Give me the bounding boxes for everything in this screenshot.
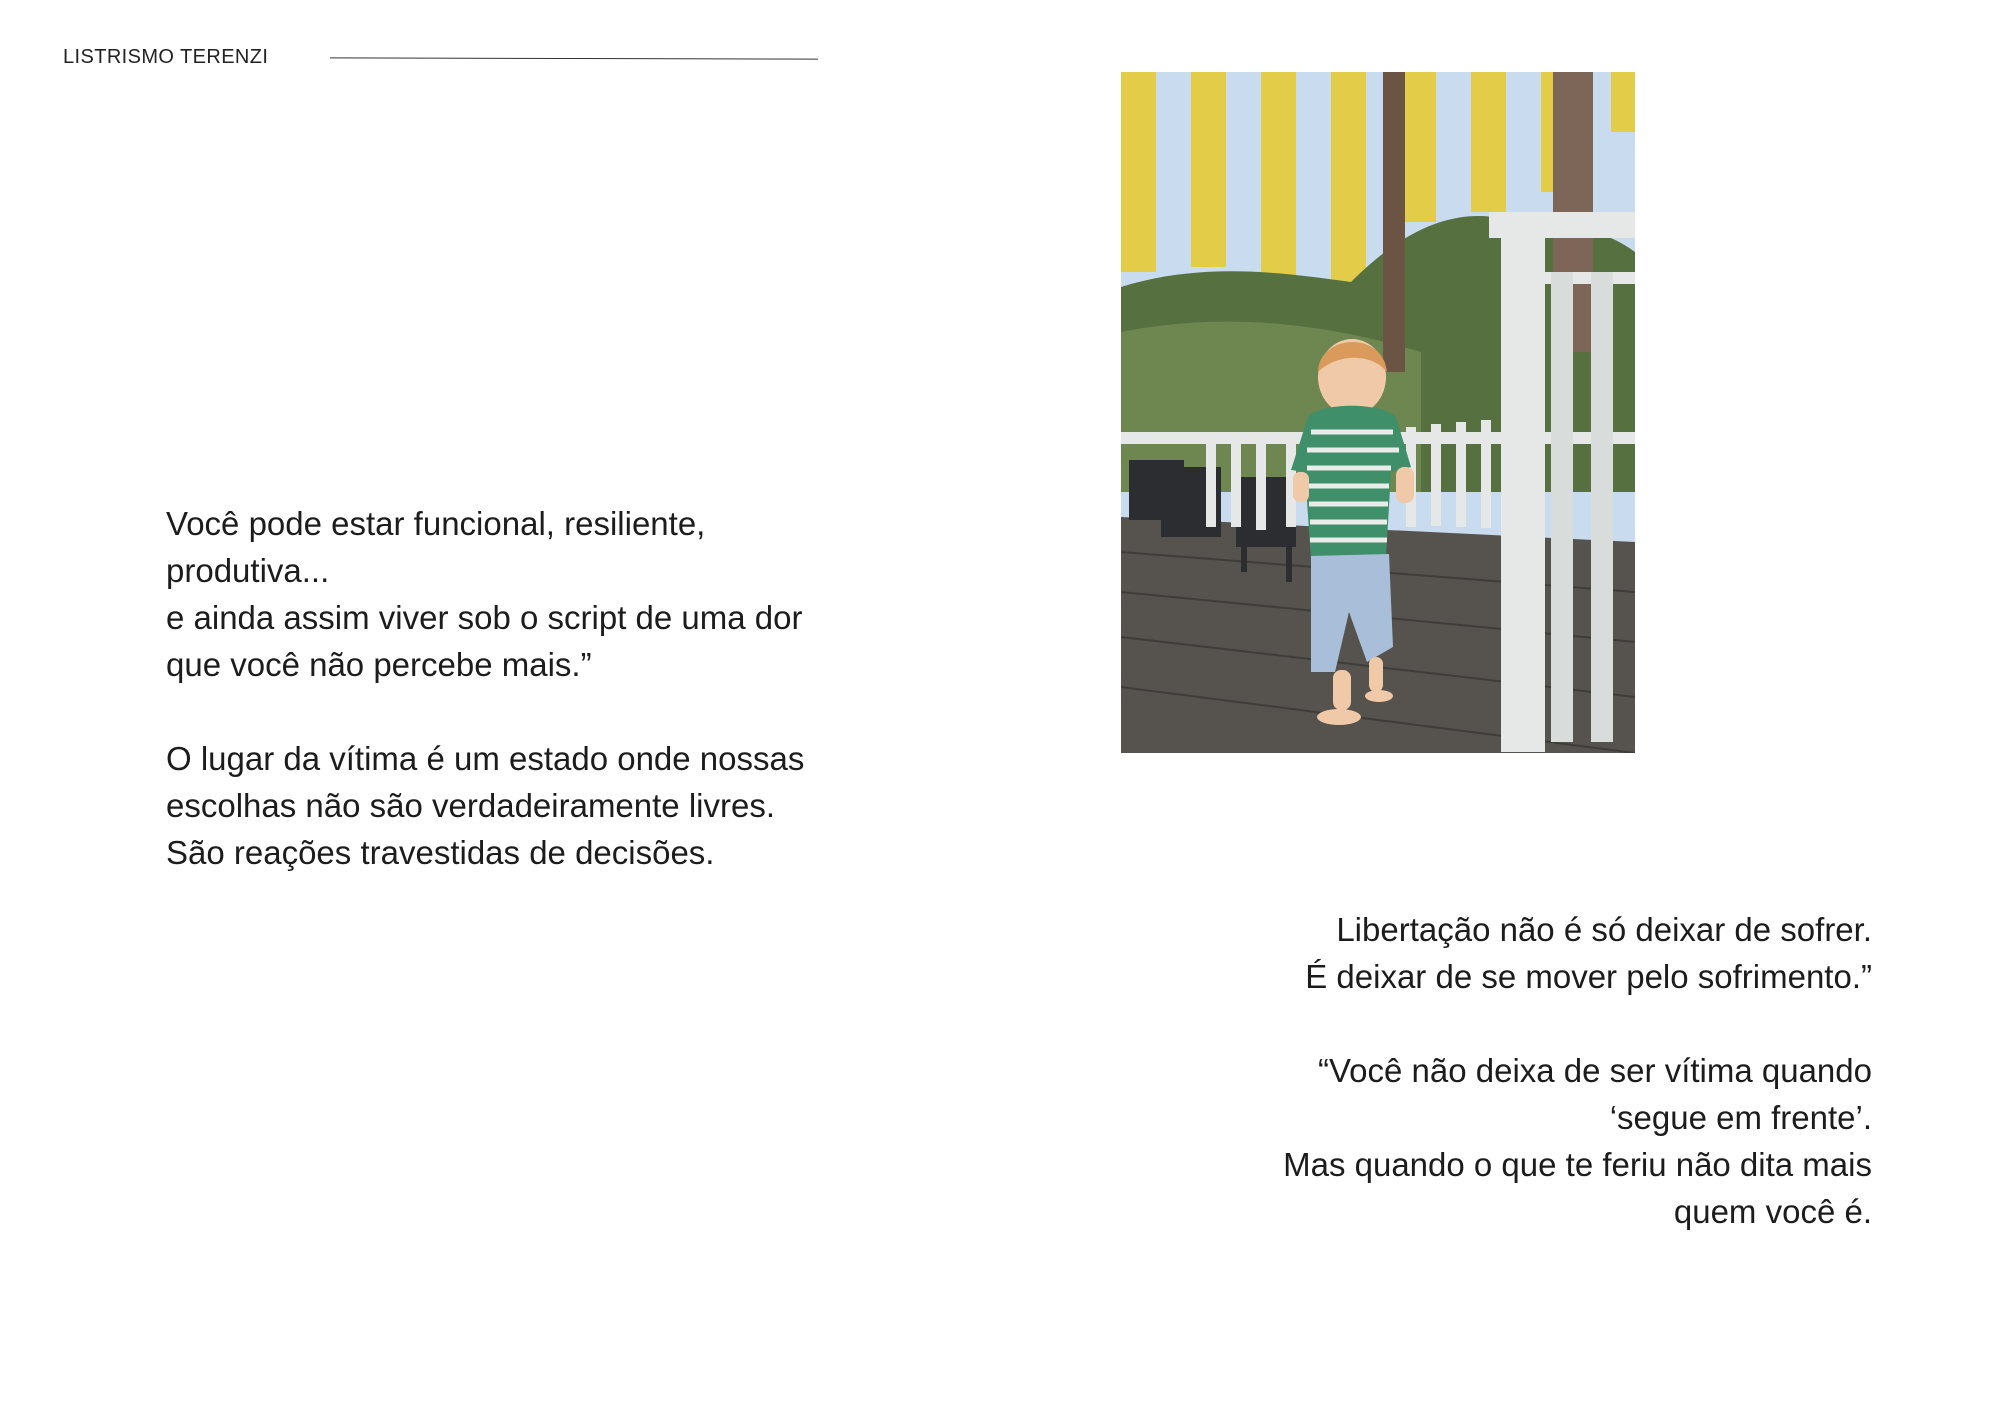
right-text-block	[1100, 906, 1872, 1235]
paragraph-gap	[166, 688, 966, 735]
toddler-foot	[1317, 709, 1361, 725]
left-text-block	[166, 500, 966, 876]
tree-trunk	[1383, 72, 1405, 372]
left-text-line-2: produtiva...	[166, 552, 330, 589]
shirt-stripes	[1307, 432, 1399, 540]
right-text-line-3: “Você não deixa de ser vítima quando	[1317, 1052, 1872, 1089]
left-text-line-1: Você pode estar funcional, resiliente,	[166, 505, 706, 542]
right-text-line-5: Mas quando o que te feriu não dita mais	[1283, 1146, 1872, 1183]
left-text-line-7: São reações travestidas de decisões.	[166, 834, 715, 871]
left-text-line-5: O lugar da vítima é um estado onde nossas	[166, 740, 805, 777]
left-text-line-6: escolhas não são verdadeiramente livres.	[166, 787, 776, 824]
toddler-leg	[1369, 657, 1383, 692]
porch-post	[1501, 232, 1545, 752]
toddler-foot	[1365, 690, 1393, 702]
right-text-line-6: quem você é.	[1673, 1193, 1872, 1230]
right-text-line-1: Libertação não é só deixar de sofrer.	[1336, 911, 1872, 948]
paragraph-gap	[1100, 1000, 1872, 1047]
photo-toddler-on-porch	[1121, 72, 1635, 753]
header-divider	[330, 57, 818, 59]
right-text-line-2: É deixar de se mover pelo sofrimento.”	[1305, 958, 1872, 995]
left-text-line-4: que você não percebe mais.”	[166, 646, 592, 683]
left-text-line-3: e ainda assim viver sob o script de uma dor	[166, 599, 803, 636]
side-baluster	[1551, 272, 1573, 742]
toddler-arm	[1396, 467, 1414, 503]
right-text-line-4: ‘segue em frente’.	[1609, 1099, 1872, 1136]
side-baluster	[1591, 272, 1613, 742]
brand-title: LISTRISMO TERENZI	[63, 46, 269, 68]
toddler-arm	[1293, 472, 1309, 502]
toddler-leg	[1333, 670, 1351, 710]
